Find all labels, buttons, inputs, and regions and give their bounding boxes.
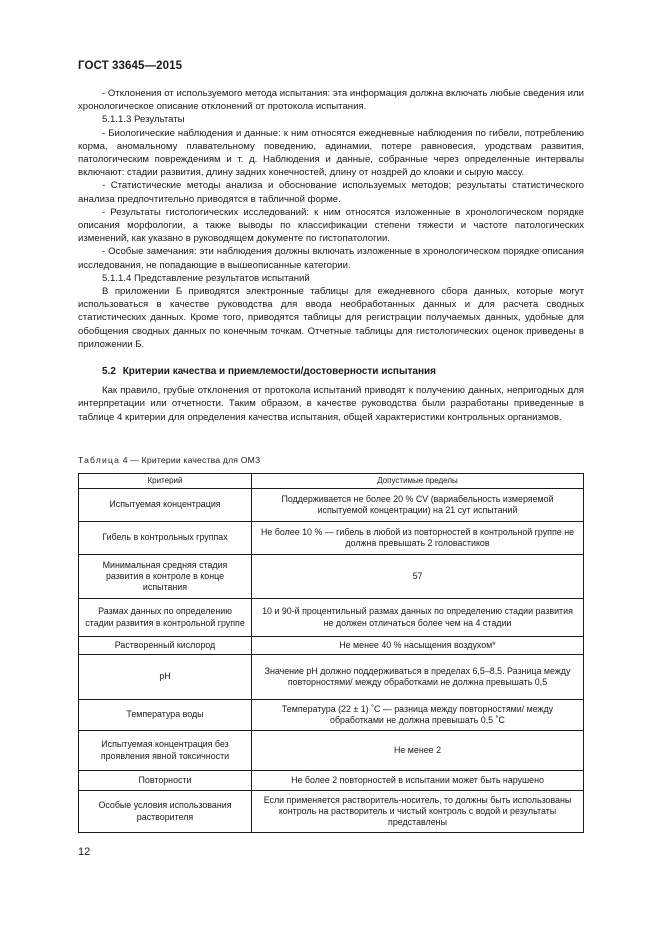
criterion-cell: Размах данных по определению стадии развития в контрольной группе: [79, 599, 252, 637]
limit-cell: Значение pH должно поддерживаться в пределах 6,5–8,5. Разница между повторностями/ между обработками не должна превышать 0,5: [252, 655, 584, 700]
table-row: [79, 791, 584, 833]
paragraph: - Отклонения от используемого метода испытания: эта информация должна включать любые сведения или хронологическое описание отклонений от протокола испытания.: [78, 88, 584, 113]
table-caption: [78, 455, 260, 465]
paragraph: В приложении Б приводятся электронные таблицы для ежедневного сбора данных, которые могут использоваться в качестве руководства для ввода необработанных данных и для расчета сводных статистических данных. Кроме того, приводятся таблицы для регистрации получаемых данных, удобные для обобщения сводных данных по конечным точкам. Отчетные таблицы для гистологических оценок приведены в приложении Б.: [78, 286, 584, 350]
table-row: [79, 489, 584, 522]
body-text: [78, 87, 584, 424]
limit-cell: Не менее 2: [252, 731, 584, 771]
column-header-criterion: Критерий: [79, 474, 252, 489]
criterion-cell: Гибель в контрольных группах: [79, 522, 252, 555]
criterion-cell: Испытуемая концентрация без проявления явной токсичности: [79, 731, 252, 771]
criterion-cell: Температура воды: [79, 700, 252, 731]
limit-cell: Температура (22 ± 1) ˚C — разница между повторностями/ между обработками не должна превышать 0,5 ˚C: [252, 700, 584, 731]
limit-cell: Не более 2 повторностей в испытании может быть нарушено: [252, 771, 584, 791]
column-header-limits: Допустимые пределы: [252, 474, 584, 489]
limit-cell: 57: [252, 555, 584, 599]
subsection-heading: 5.1.1.4 Представление результатов испытаний: [102, 272, 310, 284]
document-header: ГОСТ 33645—2015: [78, 60, 183, 72]
table-caption-text: 4 — Критерии качества для ОМЗ: [120, 455, 261, 465]
table-row: [79, 637, 584, 655]
section-heading: [78, 365, 584, 378]
paragraph: - Биологические наблюдения и данные: к ним относятся ежедневные наблюдения по гибели, потреблению корма, аномальному плавательному поведению, адинамии, потере равновесия, уродствам развития, патологическим повреждениям и т. д. Наблюдения и данные, собранные через определенные интервалы включают: стадии развития, длину задних конечностей, длину от ноздрей до клоаки и сырую массу.: [78, 127, 584, 179]
limit-cell: Не более 10 % — гибель в любой из повторностей в контрольной группе не должна превышать 2 головастиков: [252, 522, 584, 555]
table-row: [79, 599, 584, 637]
table-row: [79, 771, 584, 791]
table-row: [79, 700, 584, 731]
criterion-cell: Минимальная средняя стадия развития в контроле в конце испытания: [79, 555, 252, 599]
criterion-cell: pH: [79, 655, 252, 700]
criterion-cell: Повторности: [79, 771, 252, 791]
criterion-cell: Растворенный кислород: [79, 637, 252, 655]
table-caption-prefix: Таблица: [78, 455, 121, 465]
limit-cell: Поддерживается не более 20 % CV (вариабельность измеряемой испытуемой концентрации) на 21 сут испытаний: [252, 489, 584, 522]
criterion-cell: Испытуемая концентрация: [79, 489, 252, 522]
subsection-heading: 5.1.1.3 Результаты: [102, 114, 185, 126]
limit-cell: 10 и 90-й процентильный размах данных по определению стадии развития не должен отличаться более чем на 4 стадии: [252, 599, 584, 637]
paragraph: - Особые замечания: эти наблюдения должны включать изложенные в хронологическом порядке описания исследования, не попадающие в вышеописанные категории.: [78, 246, 584, 271]
table-row: [79, 522, 584, 555]
paragraph: Как правило, грубые отклонения от протокола испытаний приводят к получению данных, непригодных для интерпретации или отчетности. Таким образом, в качестве руководства были разработаны приведенные в таблице 4 критерии для определения качества испытания, общей характеристики контрольных организмов.: [78, 385, 584, 423]
paragraph: - Статистические методы анализа и обоснование используемых методов; результаты статистического анализа предпочтительно приводятся в табличной форме.: [78, 180, 584, 205]
section-number: 5.2: [102, 366, 116, 378]
limit-cell: Если применяется растворитель-носитель, то должны быть использованы контроль на растворитель и чистый контроль с водой и результаты представлены: [252, 791, 584, 833]
table-row: [79, 555, 584, 599]
limit-cell: Не менее 40 % насыщения воздухом*: [252, 637, 584, 655]
paragraph: - Результаты гистологических исследований: к ним относятся изложенные в хронологическом порядке описания морфологии, а также выводы по классификации степени тяжести и частоте патологических изменений, как указано в руководящем документе по гистопатологии.: [78, 206, 584, 245]
table-row: [79, 655, 584, 700]
criterion-cell: Особые условия использования растворителя: [79, 791, 252, 833]
table-header-row: [79, 474, 584, 489]
page-number: 12: [78, 846, 91, 858]
quality-criteria-table: [78, 473, 584, 833]
section-title: Критерии качества и приемлемости/достоверности испытания: [122, 366, 436, 378]
table-row: [79, 731, 584, 771]
